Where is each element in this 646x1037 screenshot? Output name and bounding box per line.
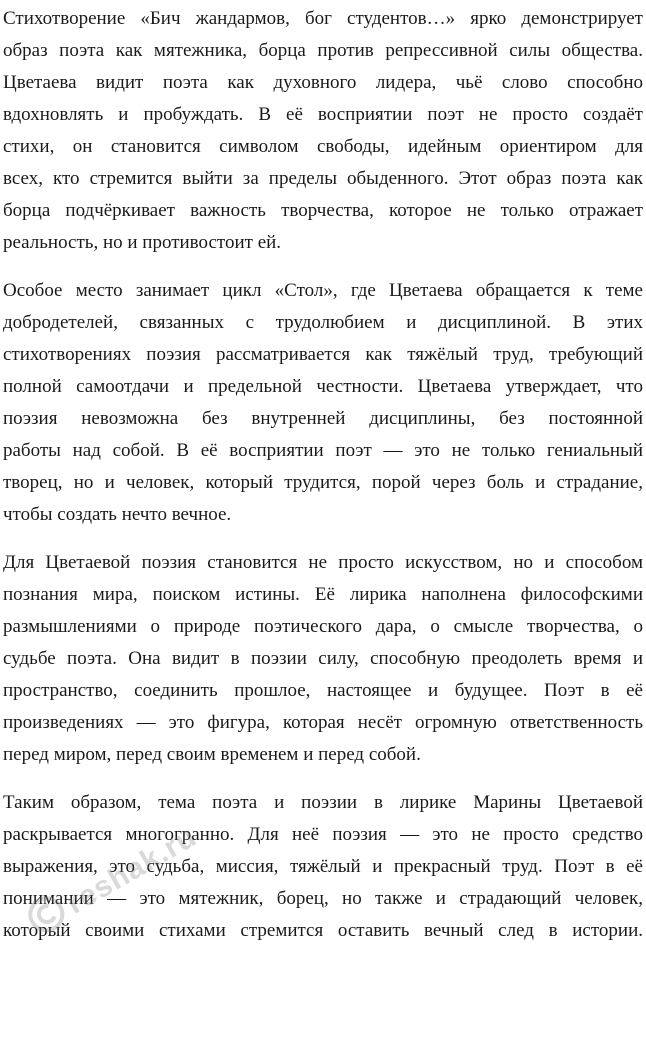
text-line: выражения, это судьба, миссия, тяжёлый и прекрасный труд. Поэт в её: [3, 856, 643, 877]
text-line: перед миром, перед своим временем и перед собой.: [3, 744, 421, 765]
text-line: добродетелей, связанных с трудолюбием и дисциплиной. В этих: [3, 312, 643, 333]
text-line: раскрывается многогранно. Для неё поэзия — это не просто средство: [3, 824, 643, 845]
text-line: всех, кто стремится выйти за пределы обыденного. Этот образ поэта как: [3, 168, 643, 189]
text-line: борца подчёркивает важность творчества, которое не только отражает: [3, 200, 643, 221]
text-line: Цветаева видит поэта как духовного лидера, чьё слово способно: [3, 72, 643, 93]
text-line: Для Цветаевой поэзия становится не просто искусством, но и способом: [3, 552, 643, 573]
text-line: поэзия невозможна без внутренней дисциплины, без постоянной: [3, 408, 643, 429]
text-line: Стихотворение «Бич жандармов, бог студентов…» ярко демонстрирует: [3, 8, 643, 29]
text-line: понимании — это мятежник, борец, но также и страдающий человек,: [3, 888, 643, 909]
text-line: судьбе поэта. Она видит в поэзии силу, способную преодолеть время и: [3, 648, 643, 669]
text-line: вдохновлять и пробуждать. В её восприятии поэт не просто создаёт: [3, 104, 643, 125]
text-line: пространство, соединить прошлое, настоящее и будущее. Поэт в её: [3, 680, 643, 701]
watermark-text: reshak.ru: [61, 819, 203, 921]
text-line: Особое место занимает цикл «Стол», где Цветаева обращается к теме: [3, 280, 643, 301]
text-line: образ поэта как мятежника, борца против репрессивной силы общества.: [3, 40, 643, 61]
text-line: который своими стихами стремится оставить вечный след в истории.: [3, 920, 643, 941]
text-line: стихотворениях поэзия рассматривается как тяжёлый труд, требующий: [3, 344, 643, 365]
text-line: познания мира, поиском истины. Её лирика наполнена философскими: [3, 584, 643, 605]
text-line: размышлениями о природе поэтического дара, о смысле творчества, о: [3, 616, 643, 637]
text-line: работы над собой. В её восприятии поэт — это не только гениальный: [3, 440, 643, 461]
text-line: произведениях — это фигура, которая несёт огромную ответственность: [3, 712, 643, 733]
text-line: творец, но и человек, который трудится, порой через боль и страдание,: [3, 472, 643, 493]
text-line: стихи, он становится символом свободы, идейным ориентиром для: [3, 136, 643, 157]
text-line: Таким образом, тема поэта и поэзии в лирике Марины Цветаевой: [3, 792, 643, 813]
text-line: чтобы создать нечто вечное.: [3, 504, 232, 525]
text-line: полной самоотдачи и предельной честности. Цветаева утверждает, что: [3, 376, 643, 397]
text-line: реальность, но и противостоит ей.: [3, 232, 282, 253]
